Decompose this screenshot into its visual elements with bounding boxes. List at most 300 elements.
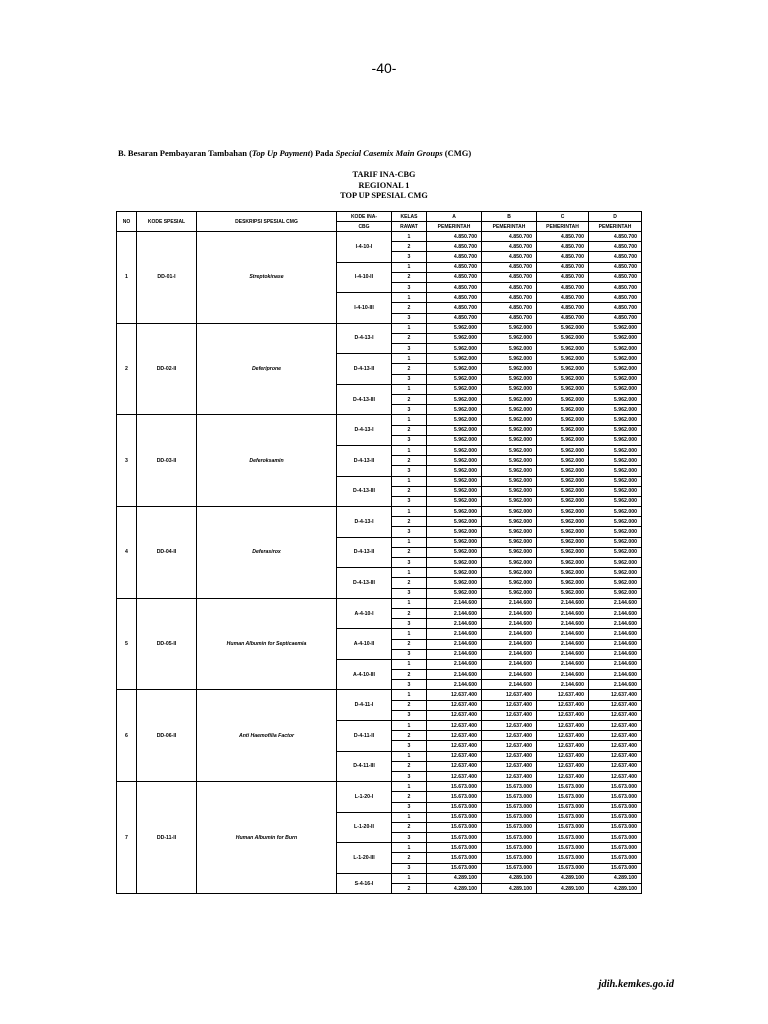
- cell-tarif-a: 12.637.400: [427, 721, 482, 731]
- cell-tarif-b: 5.962.000: [482, 425, 537, 435]
- cell-tarif-d: 5.962.000: [589, 445, 642, 455]
- header-d: D: [589, 212, 642, 222]
- cell-tarif-d: 5.962.000: [589, 507, 642, 517]
- cell-tarif-c: 15.673.000: [537, 802, 589, 812]
- cell-tarif-a: 5.962.000: [427, 547, 482, 557]
- cell-no: 5: [117, 598, 137, 690]
- cell-tarif-b: 4.850.700: [482, 252, 537, 262]
- cell-tarif-d: 5.962.000: [589, 476, 642, 486]
- cell-tarif-b: 2.144.600: [482, 608, 537, 618]
- cell-tarif-c: 2.144.600: [537, 670, 589, 680]
- cell-tarif-b: 2.144.600: [482, 670, 537, 680]
- cell-tarif-c: 4.850.700: [537, 262, 589, 272]
- cell-tarif-b: 12.637.400: [482, 751, 537, 761]
- table-row: [117, 232, 642, 242]
- cell-kelas-rawat: 2: [392, 792, 427, 802]
- cell-tarif-d: 2.144.600: [589, 670, 642, 680]
- cell-tarif-a: 15.673.000: [427, 843, 482, 853]
- cell-tarif-a: 5.962.000: [427, 415, 482, 425]
- cell-tarif-a: 5.962.000: [427, 476, 482, 486]
- cell-tarif-b: 2.144.600: [482, 619, 537, 629]
- cell-tarif-a: 5.962.000: [427, 435, 482, 445]
- footer-source: jdih.kemkes.go.id: [598, 979, 674, 990]
- cell-tarif-d: 4.850.700: [589, 232, 642, 242]
- cell-tarif-a: 15.673.000: [427, 833, 482, 843]
- cell-tarif-c: 15.673.000: [537, 822, 589, 832]
- cell-tarif-d: 4.850.700: [589, 252, 642, 262]
- header-kode-spesial: KODE SPESIAL: [137, 212, 197, 232]
- cell-tarif-c: 2.144.600: [537, 608, 589, 618]
- cell-kelas-rawat: 1: [392, 384, 427, 394]
- cell-tarif-b: 5.962.000: [482, 344, 537, 354]
- cell-tarif-a: 15.673.000: [427, 782, 482, 792]
- cell-tarif-a: 2.144.600: [427, 639, 482, 649]
- table-row: [117, 507, 642, 517]
- cell-tarif-b: 15.673.000: [482, 802, 537, 812]
- cell-tarif-b: 5.962.000: [482, 517, 537, 527]
- cell-kelas-rawat: 2: [392, 486, 427, 496]
- cell-tarif-a: 5.962.000: [427, 364, 482, 374]
- cell-tarif-b: 12.637.400: [482, 710, 537, 720]
- cell-tarif-c: 5.962.000: [537, 537, 589, 547]
- header-b: B: [482, 212, 537, 222]
- cell-tarif-a: 12.637.400: [427, 731, 482, 741]
- header-deskripsi: DESKRIPSI SPESIAL CMG: [197, 212, 337, 232]
- cell-tarif-d: 5.962.000: [589, 456, 642, 466]
- cell-tarif-a: 2.144.600: [427, 649, 482, 659]
- cell-kelas-rawat: 1: [392, 812, 427, 822]
- header-no: NO: [117, 212, 137, 232]
- cell-kode-inacbg: S-4-16-I: [337, 873, 392, 893]
- cell-tarif-d: 4.850.700: [589, 242, 642, 252]
- cell-tarif-d: 5.962.000: [589, 568, 642, 578]
- cell-tarif-b: 5.962.000: [482, 323, 537, 333]
- cell-kelas-rawat: 2: [392, 578, 427, 588]
- cell-kelas-rawat: 3: [392, 435, 427, 445]
- cell-tarif-c: 5.962.000: [537, 486, 589, 496]
- table-row: [117, 782, 642, 792]
- cell-kode-inacbg: D-4-11-II: [337, 721, 392, 752]
- cell-tarif-b: 5.962.000: [482, 578, 537, 588]
- cell-tarif-b: 5.962.000: [482, 364, 537, 374]
- cell-tarif-b: 2.144.600: [482, 649, 537, 659]
- cell-kode-spesial: DD-05-II: [137, 598, 197, 690]
- cell-tarif-c: 5.962.000: [537, 568, 589, 578]
- cell-tarif-c: 12.637.400: [537, 700, 589, 710]
- cell-tarif-d: 2.144.600: [589, 619, 642, 629]
- tarif-table-body: [117, 232, 642, 894]
- header-a: A: [427, 212, 482, 222]
- cell-tarif-b: 4.850.700: [482, 262, 537, 272]
- cell-tarif-c: 5.962.000: [537, 496, 589, 506]
- cell-tarif-c: 15.673.000: [537, 812, 589, 822]
- cell-tarif-d: 5.962.000: [589, 415, 642, 425]
- cell-tarif-b: 2.144.600: [482, 629, 537, 639]
- cell-tarif-a: 12.637.400: [427, 700, 482, 710]
- cell-tarif-d: 5.962.000: [589, 578, 642, 588]
- cell-kelas-rawat: 3: [392, 252, 427, 262]
- cell-kelas-rawat: 3: [392, 680, 427, 690]
- cell-kode-inacbg: D-4-13-II: [337, 537, 392, 568]
- cell-kode-inacbg: L-1-20-II: [337, 812, 392, 843]
- cell-kelas-rawat: 2: [392, 761, 427, 771]
- cell-kelas-rawat: 3: [392, 344, 427, 354]
- cell-tarif-d: 4.289.100: [589, 884, 642, 894]
- cell-tarif-b: 12.637.400: [482, 761, 537, 771]
- cell-tarif-a: 12.637.400: [427, 741, 482, 751]
- cell-kelas-rawat: 3: [392, 405, 427, 415]
- cell-tarif-d: 12.637.400: [589, 700, 642, 710]
- section-title-middle: ) Pada: [310, 148, 336, 158]
- cell-kelas-rawat: 3: [392, 588, 427, 598]
- cell-deskripsi: Human Albumin for Septicaemia: [197, 598, 337, 690]
- cell-tarif-b: 4.850.700: [482, 313, 537, 323]
- cell-tarif-d: 4.850.700: [589, 293, 642, 303]
- cell-kelas-rawat: 1: [392, 507, 427, 517]
- cell-kelas-rawat: 2: [392, 395, 427, 405]
- cell-tarif-b: 5.962.000: [482, 507, 537, 517]
- cell-kode-inacbg: D-4-13-III: [337, 476, 392, 507]
- cell-tarif-c: 5.962.000: [537, 344, 589, 354]
- cell-kelas-rawat: 2: [392, 303, 427, 313]
- cell-deskripsi: Deferoksamin: [197, 415, 337, 507]
- cell-kelas-rawat: 1: [392, 415, 427, 425]
- cell-kelas-rawat: 3: [392, 558, 427, 568]
- cell-tarif-d: 12.637.400: [589, 710, 642, 720]
- cell-tarif-b: 12.637.400: [482, 700, 537, 710]
- cell-tarif-d: 15.673.000: [589, 802, 642, 812]
- cell-tarif-d: 2.144.600: [589, 629, 642, 639]
- cell-kelas-rawat: 1: [392, 873, 427, 883]
- cell-tarif-b: 5.962.000: [482, 558, 537, 568]
- cell-tarif-c: 12.637.400: [537, 721, 589, 731]
- cell-tarif-d: 5.962.000: [589, 374, 642, 384]
- cell-tarif-d: 5.962.000: [589, 405, 642, 415]
- section-title-suffix: (CMG): [442, 148, 472, 158]
- cell-tarif-a: 4.289.100: [427, 884, 482, 894]
- cell-kelas-rawat: 2: [392, 333, 427, 343]
- cell-tarif-a: 4.850.700: [427, 282, 482, 292]
- cell-tarif-c: 4.289.100: [537, 884, 589, 894]
- cell-kode-inacbg: D-4-11-III: [337, 751, 392, 782]
- cell-tarif-a: 15.673.000: [427, 802, 482, 812]
- cell-tarif-c: 5.962.000: [537, 395, 589, 405]
- cell-kelas-rawat: 1: [392, 476, 427, 486]
- cell-tarif-a: 5.962.000: [427, 333, 482, 343]
- cell-tarif-b: 5.962.000: [482, 374, 537, 384]
- cell-tarif-b: 4.850.700: [482, 272, 537, 282]
- cell-kode-inacbg: D-4-13-I: [337, 415, 392, 446]
- cell-tarif-b: 2.144.600: [482, 639, 537, 649]
- tarif-table: [116, 211, 642, 894]
- cell-tarif-d: 15.673.000: [589, 843, 642, 853]
- cell-tarif-d: 5.962.000: [589, 395, 642, 405]
- cell-tarif-c: 5.962.000: [537, 333, 589, 343]
- cell-tarif-c: 2.144.600: [537, 649, 589, 659]
- cell-tarif-c: 5.962.000: [537, 364, 589, 374]
- cell-tarif-c: 5.962.000: [537, 507, 589, 517]
- cell-kode-spesial: DD-11-II: [137, 782, 197, 894]
- cell-tarif-d: 5.962.000: [589, 588, 642, 598]
- cell-kode-spesial: DD-03-II: [137, 415, 197, 507]
- cell-tarif-d: 2.144.600: [589, 680, 642, 690]
- cell-tarif-c: 5.962.000: [537, 323, 589, 333]
- table-row: [117, 323, 642, 333]
- cell-tarif-b: 5.962.000: [482, 476, 537, 486]
- cell-kelas-rawat: 1: [392, 323, 427, 333]
- cell-tarif-b: 5.962.000: [482, 547, 537, 557]
- cell-tarif-c: 2.144.600: [537, 629, 589, 639]
- cell-kode-inacbg: L-1-20-I: [337, 782, 392, 813]
- cell-tarif-d: 5.962.000: [589, 537, 642, 547]
- cell-tarif-a: 15.673.000: [427, 822, 482, 832]
- cell-tarif-c: 12.637.400: [537, 771, 589, 781]
- cell-tarif-c: 5.962.000: [537, 527, 589, 537]
- cell-no: 6: [117, 690, 137, 782]
- cell-tarif-c: 4.850.700: [537, 293, 589, 303]
- cell-kelas-rawat: 2: [392, 608, 427, 618]
- cell-kelas-rawat: 3: [392, 833, 427, 843]
- cell-tarif-c: 12.637.400: [537, 741, 589, 751]
- cell-tarif-d: 5.962.000: [589, 354, 642, 364]
- cell-tarif-c: 4.850.700: [537, 242, 589, 252]
- cell-tarif-a: 12.637.400: [427, 690, 482, 700]
- cell-kelas-rawat: 2: [392, 822, 427, 832]
- cell-kode-inacbg: A-4-10-II: [337, 629, 392, 660]
- cell-tarif-d: 15.673.000: [589, 833, 642, 843]
- cell-tarif-d: 5.962.000: [589, 323, 642, 333]
- cell-kelas-rawat: 2: [392, 853, 427, 863]
- cell-tarif-c: 5.962.000: [537, 517, 589, 527]
- cell-tarif-a: 4.850.700: [427, 272, 482, 282]
- cell-kelas-rawat: 3: [392, 466, 427, 476]
- cell-tarif-b: 4.850.700: [482, 242, 537, 252]
- header-kelas-line2: RAWAT: [392, 222, 427, 232]
- cell-tarif-d: 4.289.100: [589, 873, 642, 883]
- cell-tarif-a: 4.850.700: [427, 262, 482, 272]
- table-row: [117, 690, 642, 700]
- cell-kelas-rawat: 3: [392, 496, 427, 506]
- cell-tarif-d: 2.144.600: [589, 608, 642, 618]
- cell-tarif-d: 2.144.600: [589, 639, 642, 649]
- cell-kelas-rawat: 3: [392, 282, 427, 292]
- cell-tarif-d: 15.673.000: [589, 853, 642, 863]
- cell-tarif-a: 5.962.000: [427, 578, 482, 588]
- cell-tarif-b: 4.850.700: [482, 282, 537, 292]
- cell-kode-inacbg: D-4-13-III: [337, 568, 392, 599]
- cell-kode-inacbg: D-4-13-I: [337, 507, 392, 538]
- section-title-prefix: B. Besaran Pembayaran Tambahan (: [118, 148, 252, 158]
- cell-tarif-c: 15.673.000: [537, 792, 589, 802]
- cell-kode-spesial: DD-01-I: [137, 232, 197, 324]
- cell-tarif-d: 5.962.000: [589, 435, 642, 445]
- cell-kelas-rawat: 1: [392, 445, 427, 455]
- cell-tarif-a: 2.144.600: [427, 608, 482, 618]
- cell-tarif-b: 4.850.700: [482, 293, 537, 303]
- cell-tarif-b: 15.673.000: [482, 782, 537, 792]
- cell-kode-spesial: DD-06-II: [137, 690, 197, 782]
- cell-tarif-d: 12.637.400: [589, 731, 642, 741]
- cell-kode-spesial: DD-04-II: [137, 507, 197, 599]
- cell-tarif-d: 5.962.000: [589, 425, 642, 435]
- cell-tarif-b: 2.144.600: [482, 659, 537, 669]
- cell-tarif-d: 12.637.400: [589, 741, 642, 751]
- cell-tarif-a: 5.962.000: [427, 568, 482, 578]
- cell-tarif-a: 4.289.100: [427, 873, 482, 883]
- cell-tarif-a: 4.850.700: [427, 313, 482, 323]
- cell-tarif-c: 5.962.000: [537, 476, 589, 486]
- cell-tarif-d: 15.673.000: [589, 782, 642, 792]
- cell-kelas-rawat: 3: [392, 649, 427, 659]
- cell-tarif-b: 2.144.600: [482, 680, 537, 690]
- cell-tarif-b: 5.962.000: [482, 435, 537, 445]
- cell-tarif-d: 5.962.000: [589, 558, 642, 568]
- cell-tarif-d: 12.637.400: [589, 751, 642, 761]
- cell-tarif-a: 5.962.000: [427, 537, 482, 547]
- cell-tarif-c: 5.962.000: [537, 456, 589, 466]
- cell-tarif-b: 5.962.000: [482, 333, 537, 343]
- cell-tarif-a: 2.144.600: [427, 680, 482, 690]
- cell-tarif-a: 4.850.700: [427, 232, 482, 242]
- cell-tarif-c: 4.850.700: [537, 252, 589, 262]
- cell-tarif-d: 4.850.700: [589, 272, 642, 282]
- cell-tarif-c: 12.637.400: [537, 731, 589, 741]
- cell-deskripsi: Streptokinase: [197, 232, 337, 324]
- cell-no: 2: [117, 323, 137, 415]
- cell-tarif-a: 5.962.000: [427, 588, 482, 598]
- cell-tarif-a: 5.962.000: [427, 354, 482, 364]
- cell-tarif-a: 4.850.700: [427, 293, 482, 303]
- cell-kode-spesial: DD-02-II: [137, 323, 197, 415]
- cell-tarif-a: 12.637.400: [427, 751, 482, 761]
- table-row: [117, 598, 642, 608]
- cell-tarif-b: 12.637.400: [482, 731, 537, 741]
- cell-kode-inacbg: A-4-10-III: [337, 659, 392, 690]
- cell-tarif-d: 5.962.000: [589, 364, 642, 374]
- cell-kelas-rawat: 1: [392, 537, 427, 547]
- cell-kode-inacbg: L-1-20-III: [337, 843, 392, 874]
- cell-tarif-b: 5.962.000: [482, 486, 537, 496]
- cell-kode-inacbg: D-4-13-III: [337, 384, 392, 415]
- cell-tarif-d: 5.962.000: [589, 466, 642, 476]
- header-kode-inacbg-line2: CBG: [337, 222, 392, 232]
- cell-tarif-d: 15.673.000: [589, 812, 642, 822]
- cell-kode-inacbg: A-4-10-I: [337, 598, 392, 629]
- cell-kelas-rawat: 1: [392, 293, 427, 303]
- cell-kelas-rawat: 1: [392, 843, 427, 853]
- cell-tarif-a: 4.850.700: [427, 252, 482, 262]
- cell-tarif-a: 15.673.000: [427, 863, 482, 873]
- cell-kelas-rawat: 3: [392, 619, 427, 629]
- cell-tarif-c: 15.673.000: [537, 843, 589, 853]
- cell-tarif-c: 4.850.700: [537, 282, 589, 292]
- cell-tarif-a: 5.962.000: [427, 527, 482, 537]
- cell-tarif-a: 5.962.000: [427, 517, 482, 527]
- cell-tarif-d: 2.144.600: [589, 659, 642, 669]
- cell-tarif-c: 5.962.000: [537, 354, 589, 364]
- table-title: [0, 170, 768, 202]
- table-title-line: REGIONAL 1: [358, 180, 410, 190]
- cell-tarif-c: 5.962.000: [537, 425, 589, 435]
- cell-tarif-b: 15.673.000: [482, 812, 537, 822]
- cell-tarif-a: 5.962.000: [427, 507, 482, 517]
- cell-tarif-a: 5.962.000: [427, 486, 482, 496]
- cell-kode-inacbg: I-4-10-III: [337, 293, 392, 324]
- cell-kelas-rawat: 1: [392, 629, 427, 639]
- cell-tarif-c: 15.673.000: [537, 833, 589, 843]
- cell-kelas-rawat: 3: [392, 802, 427, 812]
- cell-tarif-b: 4.289.100: [482, 873, 537, 883]
- cell-tarif-a: 5.962.000: [427, 344, 482, 354]
- cell-tarif-a: 5.962.000: [427, 496, 482, 506]
- cell-tarif-c: 5.962.000: [537, 466, 589, 476]
- section-title-italic-cmg: Special Casemix Main Groups: [335, 148, 443, 158]
- cell-tarif-c: 5.962.000: [537, 445, 589, 455]
- cell-tarif-b: 12.637.400: [482, 741, 537, 751]
- cell-tarif-c: 12.637.400: [537, 710, 589, 720]
- cell-tarif-d: 4.850.700: [589, 282, 642, 292]
- cell-tarif-c: 2.144.600: [537, 680, 589, 690]
- cell-deskripsi: Human Albumin for Burn: [197, 782, 337, 894]
- cell-tarif-a: 5.962.000: [427, 558, 482, 568]
- cell-tarif-b: 5.962.000: [482, 527, 537, 537]
- cell-tarif-b: 5.962.000: [482, 354, 537, 364]
- cell-kode-inacbg: I-4-10-II: [337, 262, 392, 293]
- cell-tarif-b: 5.962.000: [482, 456, 537, 466]
- cell-tarif-a: 12.637.400: [427, 710, 482, 720]
- cell-tarif-c: 15.673.000: [537, 863, 589, 873]
- cell-tarif-b: 15.673.000: [482, 822, 537, 832]
- cell-tarif-b: 5.962.000: [482, 466, 537, 476]
- cell-tarif-c: 2.144.600: [537, 659, 589, 669]
- cell-tarif-d: 5.962.000: [589, 527, 642, 537]
- cell-kelas-rawat: 2: [392, 731, 427, 741]
- cell-no: 7: [117, 782, 137, 894]
- cell-kelas-rawat: 2: [392, 517, 427, 527]
- cell-tarif-b: 5.962.000: [482, 384, 537, 394]
- cell-tarif-b: 5.962.000: [482, 445, 537, 455]
- cell-kelas-rawat: 1: [392, 751, 427, 761]
- cell-deskripsi: Anti Haemofilia Factor: [197, 690, 337, 782]
- cell-kelas-rawat: 3: [392, 741, 427, 751]
- cell-kelas-rawat: 1: [392, 659, 427, 669]
- cell-tarif-b: 5.962.000: [482, 537, 537, 547]
- cell-tarif-c: 2.144.600: [537, 619, 589, 629]
- header-kelas-line1: KELAS: [392, 212, 427, 222]
- cell-tarif-d: 15.673.000: [589, 822, 642, 832]
- cell-tarif-a: 15.673.000: [427, 853, 482, 863]
- cell-tarif-a: 5.962.000: [427, 374, 482, 384]
- cell-tarif-d: 15.673.000: [589, 863, 642, 873]
- cell-kelas-rawat: 1: [392, 782, 427, 792]
- cell-tarif-c: 4.850.700: [537, 272, 589, 282]
- cell-kelas-rawat: 3: [392, 771, 427, 781]
- cell-tarif-d: 5.962.000: [589, 517, 642, 527]
- cell-tarif-a: 2.144.600: [427, 629, 482, 639]
- cell-tarif-b: 5.962.000: [482, 568, 537, 578]
- cell-tarif-b: 15.673.000: [482, 843, 537, 853]
- cell-kelas-rawat: 2: [392, 272, 427, 282]
- cell-tarif-a: 2.144.600: [427, 659, 482, 669]
- cell-tarif-a: 5.962.000: [427, 445, 482, 455]
- cell-tarif-c: 5.962.000: [537, 384, 589, 394]
- cell-tarif-b: 12.637.400: [482, 771, 537, 781]
- cell-no: 3: [117, 415, 137, 507]
- header-pemerintah: PEMERINTAH: [427, 222, 482, 232]
- cell-tarif-c: 4.289.100: [537, 873, 589, 883]
- cell-kelas-rawat: 3: [392, 374, 427, 384]
- cell-tarif-c: 12.637.400: [537, 690, 589, 700]
